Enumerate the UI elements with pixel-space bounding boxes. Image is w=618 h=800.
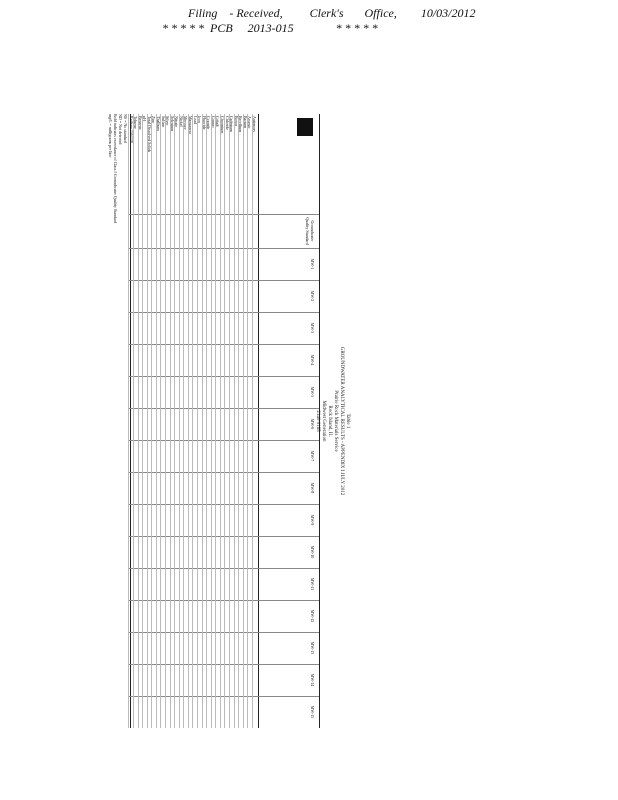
- title-line: GROUNDWATER ANALYTICAL RESULTS - APPENDIX I JULY 2012: [339, 346, 344, 496]
- table-title-block: [315, 114, 350, 728]
- column-header: MW-3: [310, 322, 315, 334]
- column-header: MW-1: [310, 258, 315, 270]
- column-header: MW-10: [310, 545, 315, 559]
- row-label: Nickel: [178, 116, 184, 127]
- row-label: Cobalt: [215, 116, 221, 127]
- stamp-line-1: Filing - Received, Clerk's Office, 10/03/2012: [188, 6, 476, 20]
- row-label: Toluene: [133, 116, 139, 129]
- table-header: [258, 114, 319, 728]
- column-header: MW-5: [310, 386, 315, 398]
- column-header: MW-8: [310, 482, 315, 494]
- title-line: Table 1: [345, 413, 350, 429]
- row-divider: [156, 114, 157, 728]
- footnote: ND = Not detected: [118, 114, 123, 145]
- row-divider: [151, 114, 152, 728]
- row-divider: [193, 114, 194, 728]
- column-header: MW-9: [310, 514, 315, 526]
- row-label: Copper: [210, 116, 216, 128]
- row-label: Manganese: [188, 116, 193, 135]
- row-divider: [129, 114, 130, 728]
- row-divider: [142, 114, 143, 728]
- row-divider: [179, 114, 180, 728]
- column-header: MW-11: [310, 577, 315, 591]
- row-divider: [161, 114, 162, 728]
- row-label: Sulfate: [160, 116, 166, 128]
- row-label: pH: [142, 116, 148, 121]
- footnote: NS = No standard: [123, 114, 128, 143]
- row-divider: [211, 114, 212, 728]
- row-label: Selenium: [169, 116, 175, 132]
- table-rotated: [108, 114, 350, 728]
- table-footnotes: [108, 114, 128, 728]
- row-divider: [229, 114, 230, 728]
- row-divider: [147, 114, 148, 728]
- row-label: Silver: [165, 116, 171, 126]
- column-header: MW-2: [310, 290, 315, 302]
- row-divider: [225, 114, 226, 728]
- row-label: Arsenic: [247, 116, 253, 129]
- row-label: Zinc: [151, 116, 157, 124]
- rotated-table-sheet: [108, 114, 350, 728]
- column-header: MW-14: [310, 673, 315, 687]
- footnote: mg/L = milligrams per liter: [108, 114, 113, 158]
- title-line: Prairie Rock Materials Service: [333, 390, 338, 452]
- row-label: Barium: [242, 116, 248, 128]
- footnote: Bold indicates exceedance of Class I Groundwater Quality Standard: [113, 114, 118, 224]
- row-divider: [202, 114, 203, 728]
- row-label: Iron: [197, 116, 203, 123]
- title-line: 2140 0165: [315, 410, 320, 432]
- row-divider: [133, 114, 134, 728]
- row-divider: [197, 114, 198, 728]
- row-label: Benzene: [137, 116, 143, 130]
- row-divider: [247, 114, 248, 728]
- row-label: Radium 226/228: [128, 116, 134, 143]
- stamp-line-2: * * * * * PCB 2013-015 * * * * *: [162, 21, 378, 35]
- column-header: MW-15: [310, 705, 315, 719]
- row-divider: [188, 114, 189, 728]
- row-divider: [234, 114, 235, 728]
- column-header: MW-6: [310, 418, 315, 430]
- filing-stamp: [0, 0, 618, 40]
- row-divider: [220, 114, 221, 728]
- row-divider: [215, 114, 216, 728]
- row-label: Chromium: [220, 116, 225, 134]
- row-divider: [206, 114, 207, 728]
- row-label: Antimony: [252, 116, 257, 133]
- column-header: MW-13: [310, 641, 315, 655]
- title-line: Midwest Generation: [321, 400, 326, 442]
- row-label: Beryllium: [238, 116, 244, 133]
- row-label: Lead: [192, 116, 198, 124]
- title-line: Rock Island, IL: [327, 405, 332, 437]
- row-label: Boron: [233, 116, 239, 126]
- row-divider: [183, 114, 184, 728]
- row-label: Cadmium: [229, 116, 235, 132]
- row-divider: [252, 114, 253, 728]
- row-label: Total Dissolved Solids: [146, 116, 152, 153]
- row-label: Thallium: [156, 116, 161, 131]
- row-divider: [243, 114, 244, 728]
- row-label: Fluoride: [201, 116, 207, 130]
- row-label: Chloride: [224, 116, 230, 130]
- column-header: Groundwater Quality Standard: [305, 217, 315, 245]
- row-label: Mercury: [183, 116, 189, 130]
- column-header: MW-12: [310, 609, 315, 623]
- row-divider: [138, 114, 139, 728]
- row-divider: [170, 114, 171, 728]
- results-table: [130, 114, 320, 728]
- row-divider: [238, 114, 239, 728]
- column-header: MW-4: [310, 354, 315, 366]
- row-label: Nitrate: [174, 116, 180, 128]
- row-label: Cyanide: [206, 116, 212, 130]
- row-divider: [174, 114, 175, 728]
- column-header: MW-7: [310, 450, 315, 462]
- row-divider: [165, 114, 166, 728]
